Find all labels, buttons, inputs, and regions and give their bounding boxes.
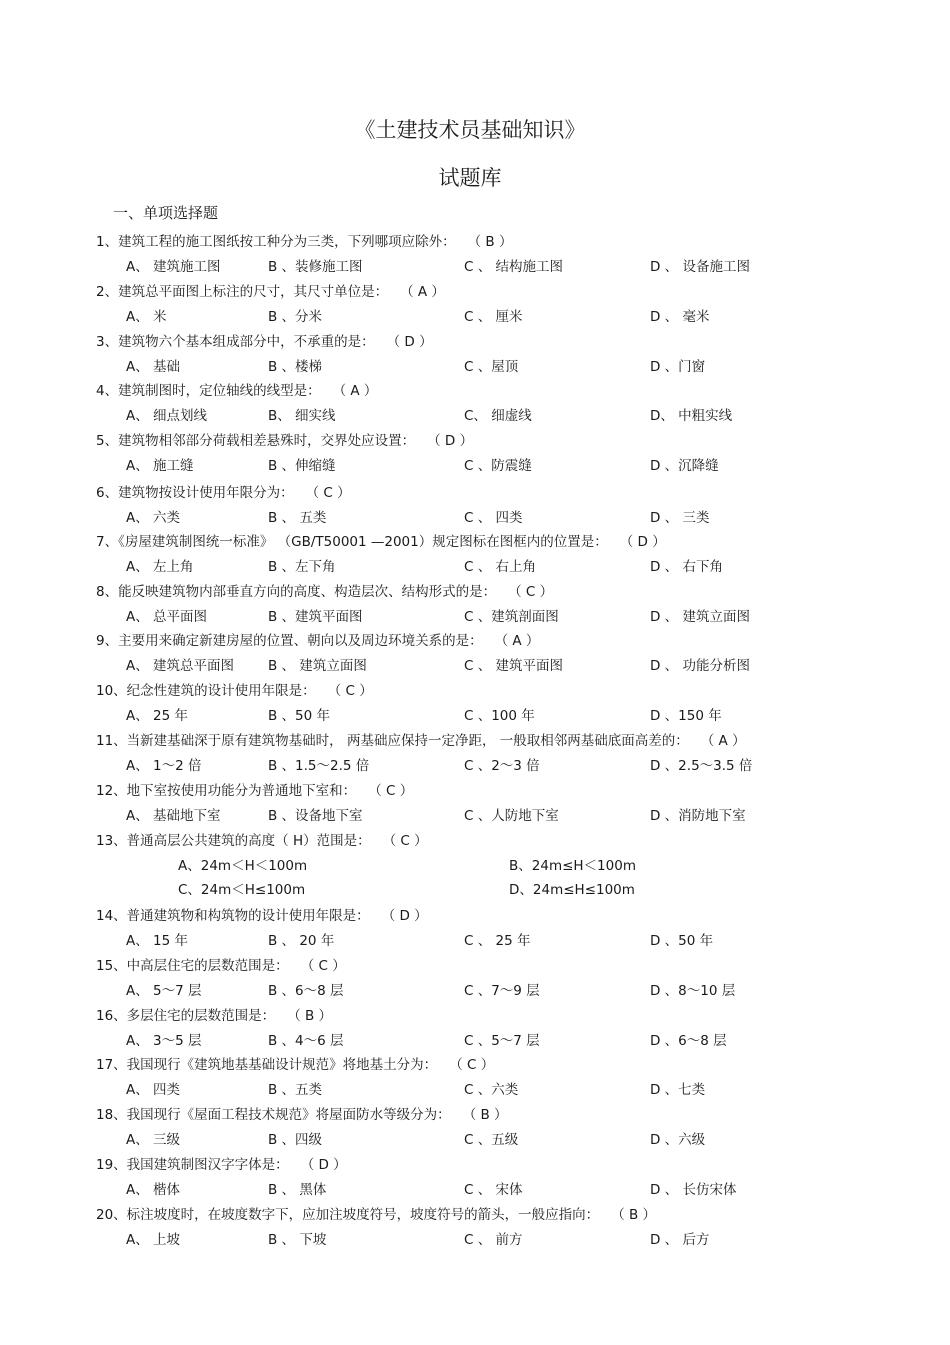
question-4 [96, 379, 377, 399]
option: C 、7～9 层 [464, 983, 540, 999]
question-text: 14、普通建筑物和构筑物的设计使用年限是： [96, 908, 370, 924]
option: A、 总平面图 [126, 609, 208, 625]
option: C 、 四类 [464, 510, 523, 526]
question-18 [96, 1103, 508, 1123]
option: A、 三级 [126, 1132, 181, 1148]
option: B 、4～6 层 [268, 1033, 344, 1049]
option: C 、100 年 [464, 708, 535, 724]
option: A、 楷体 [126, 1182, 181, 1198]
option: C 、人防地下室 [464, 808, 559, 824]
option: D、24m≤H≤100m [509, 882, 635, 898]
option: B 、分米 [268, 309, 323, 325]
answer-key: （ D ） [300, 1157, 347, 1173]
option: C 、 25 年 [464, 933, 531, 949]
option: D 、 三类 [650, 510, 710, 526]
question-text: 17、我国现行《建筑地基基础设计规范》将地基土分为： [96, 1057, 438, 1073]
answer-key: （ B ） [467, 234, 513, 250]
question-text: 18、我国现行《屋面工程技术规范》将屋面防水等级分为： [96, 1107, 451, 1123]
option: B 、建筑平面图 [268, 609, 363, 625]
option: A、 米 [126, 309, 167, 325]
option: D 、 后方 [650, 1232, 710, 1248]
section-heading: 一、单项选择题 [113, 204, 219, 222]
option: B 、 五类 [268, 510, 327, 526]
option: D 、消防地下室 [650, 808, 746, 824]
option: B 、6～8 层 [268, 983, 344, 999]
option: A、 基础地下室 [126, 808, 221, 824]
option: B 、设备地下室 [268, 808, 363, 824]
option: D 、 长仿宋体 [650, 1182, 737, 1198]
option: B 、五类 [268, 1082, 323, 1098]
option: A、 建筑总平面图 [126, 658, 235, 674]
question-20 [96, 1203, 656, 1223]
answer-key: （ C ） [449, 1057, 495, 1073]
answer-key: （ B ） [611, 1207, 657, 1223]
option: C、24m＜H≤100m [178, 882, 306, 898]
question-text: 3、建筑物六个基本组成部分中，不承重的是： [96, 334, 375, 350]
option: A、 基础 [126, 359, 181, 375]
question-13 [96, 829, 428, 849]
option: B 、伸缩缝 [268, 458, 336, 474]
option: A、 5～7 层 [126, 983, 202, 999]
option: A、 四类 [126, 1082, 181, 1098]
option: D 、七类 [650, 1082, 706, 1098]
answer-key: （ A ） [494, 633, 540, 649]
option: A、 细点划线 [126, 408, 208, 424]
question-12 [96, 779, 413, 799]
answer-key: （ B ） [287, 1008, 333, 1024]
option: C 、 右上角 [464, 559, 537, 575]
question-text: 1、建筑工程的施工图纸按工种分为三类，下列哪项应除外： [96, 234, 456, 250]
question-text: 7、《房屋建筑制图统一标准》 （GB/T50001 —2001）规定图标在图框内的位置是： [96, 534, 608, 550]
option: B 、装修施工图 [268, 259, 363, 275]
option: B 、1.5～2.5 倍 [268, 758, 370, 774]
option: C、 细虚线 [464, 408, 532, 424]
option: D 、2.5～3.5 倍 [650, 758, 753, 774]
question-14 [96, 904, 428, 924]
answer-key: （ C ） [327, 683, 373, 699]
option: D 、门窗 [650, 359, 706, 375]
option: D 、8～10 层 [650, 983, 736, 999]
question-text: 9、主要用来确定新建房屋的位置、朝向以及周边环境关系的是： [96, 633, 483, 649]
answer-key: （ C ） [300, 958, 346, 974]
question-10 [96, 679, 373, 699]
option: A、 上坡 [126, 1232, 181, 1248]
option: B 、50 年 [268, 708, 331, 724]
option: B 、 20 年 [268, 933, 335, 949]
answer-key: （ D ） [619, 534, 666, 550]
option: D 、 右下角 [650, 559, 723, 575]
option: C 、2～3 倍 [464, 758, 540, 774]
option: A、 左上角 [126, 559, 194, 575]
option: C 、屋顶 [464, 359, 519, 375]
answer-key: （ C ） [368, 783, 414, 799]
question-3 [96, 330, 433, 350]
question-2 [96, 280, 445, 300]
answer-key: （ C ） [305, 485, 351, 501]
option: C 、 结构施工图 [464, 259, 564, 275]
answer-key: （ D ） [427, 433, 474, 449]
option: B 、楼梯 [268, 359, 323, 375]
answer-key: （ A ） [332, 383, 378, 399]
option: B 、 下坡 [268, 1232, 327, 1248]
answer-key: （ C ） [382, 833, 428, 849]
option: A、 25 年 [126, 708, 188, 724]
option: C 、 前方 [464, 1232, 523, 1248]
option: D 、 设备施工图 [650, 259, 750, 275]
option: D 、6～8 层 [650, 1033, 727, 1049]
document-title: 《土建技术员基础知识》 [354, 118, 586, 142]
question-8 [96, 580, 553, 600]
option: C 、 建筑平面图 [464, 658, 564, 674]
option: D 、50 年 [650, 933, 714, 949]
question-15 [96, 954, 346, 974]
answer-key: （ B ） [462, 1107, 508, 1123]
answer-key: （ C ） [508, 584, 554, 600]
question-7 [96, 530, 666, 550]
option: D 、六级 [650, 1132, 706, 1148]
question-text: 8、能反映建筑物内部垂直方向的高度、构造层次、结构形式的是： [96, 584, 497, 600]
question-text: 10、纪念性建筑的设计使用年限是： [96, 683, 316, 699]
option: B 、 黑体 [268, 1182, 327, 1198]
question-9 [96, 629, 539, 649]
question-5 [96, 429, 473, 449]
option: D 、 功能分析图 [650, 658, 750, 674]
option: C 、防震缝 [464, 458, 532, 474]
option: B、24m≤H＜100m [509, 858, 636, 874]
question-text: 16、多层住宅的层数范围是： [96, 1008, 276, 1024]
question-text: 4、建筑制图时，定位轴线的线型是： [96, 383, 321, 399]
option: C 、 厘米 [464, 309, 523, 325]
option: B 、四级 [268, 1132, 323, 1148]
option: A、 1～2 倍 [126, 758, 202, 774]
option: D、 中粗实线 [650, 408, 733, 424]
option: B 、 建筑立面图 [268, 658, 367, 674]
option: C 、六类 [464, 1082, 519, 1098]
option: C 、建筑剖面图 [464, 609, 559, 625]
question-text: 13、普通高层公共建筑的高度（ H）范围是： [96, 833, 371, 849]
option: A、 六类 [126, 510, 181, 526]
question-text: 6、建筑物按设计使用年限分为： [96, 485, 294, 501]
option: A、 15 年 [126, 933, 188, 949]
option: D 、 毫米 [650, 309, 710, 325]
option: C 、5～7 层 [464, 1033, 540, 1049]
question-text: 15、中高层住宅的层数范围是： [96, 958, 289, 974]
question-text: 11、当新建基础深于原有建筑物基础时， 两基础应保持一定净距， 一般取相邻两基础底面高差的： [96, 733, 689, 749]
question-11 [96, 729, 746, 749]
answer-key: （ D ） [386, 334, 433, 350]
document-subtitle: 试题库 [438, 166, 502, 190]
question-1 [96, 230, 512, 250]
question-text: 20、标注坡度时，在坡度数字下，应加注坡度符号，坡度符号的箭头，一般应指向： [96, 1207, 600, 1223]
question-text: 12、地下室按使用功能分为普通地下室和： [96, 783, 357, 799]
option: B 、左下角 [268, 559, 336, 575]
question-text: 2、建筑总平面图上标注的尺寸，其尺寸单位是： [96, 284, 389, 300]
question-16 [96, 1004, 332, 1024]
option: D 、150 年 [650, 708, 722, 724]
option: A、24m＜H＜100m [178, 858, 308, 874]
question-text: 19、我国建筑制图汉字字体是： [96, 1157, 289, 1173]
question-6 [96, 481, 351, 501]
answer-key: （ A ） [700, 733, 746, 749]
answer-key: （ A ） [400, 284, 445, 300]
option: D 、 建筑立面图 [650, 609, 750, 625]
question-17 [96, 1053, 494, 1073]
option: B、 细实线 [268, 408, 336, 424]
option: A、 施工缝 [126, 458, 194, 474]
option: C 、 宋体 [464, 1182, 523, 1198]
option: A、 建筑施工图 [126, 259, 221, 275]
question-19 [96, 1153, 347, 1173]
answer-key: （ D ） [381, 908, 428, 924]
option: A、 3～5 层 [126, 1033, 202, 1049]
question-text: 5、建筑物相邻部分荷载相差悬殊时，交界处应设置： [96, 433, 416, 449]
option: D 、沉降缝 [650, 458, 719, 474]
option: C 、五级 [464, 1132, 519, 1148]
